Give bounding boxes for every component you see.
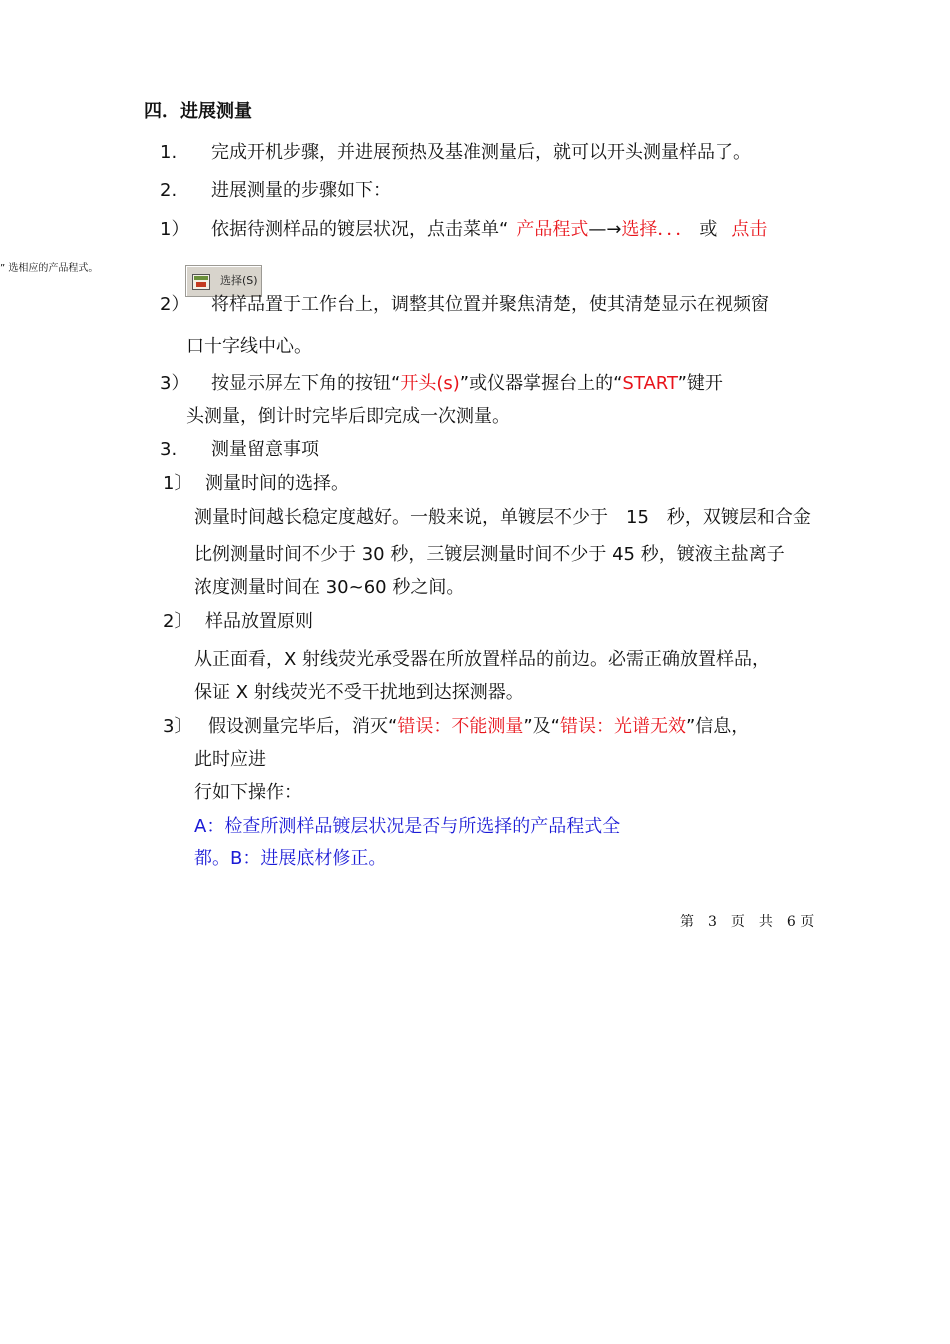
step-3-line-1 bbox=[211, 372, 723, 396]
note-1-number: 1〕 bbox=[163, 473, 193, 494]
menu-arrow: —→ bbox=[588, 219, 622, 240]
note-3-line-1 bbox=[208, 715, 749, 739]
item-3-text: 测量留意事项 bbox=[211, 439, 319, 460]
start-button-name: 开头(s) bbox=[400, 373, 460, 394]
step-3-text-c: ”键开 bbox=[677, 373, 723, 394]
note-2-line-1: 从正面看，X 射线荧光承受器在所放置样品的前边。必需正确放置样品， bbox=[194, 649, 771, 670]
error-spectrum-invalid: 错误：光谱无效 bbox=[559, 716, 686, 737]
note-1-line-3: 浓度测量时间在 30~60 秒之间。 bbox=[194, 577, 465, 598]
step-2-line-2: 口十字线中心。 bbox=[186, 336, 312, 357]
select-button-label: 选择(S) bbox=[220, 274, 258, 287]
step-1-overflow-text: ” 选相应的产品程式。 bbox=[0, 263, 99, 274]
note-3-text-a: 假设测量完毕后，消灭“ bbox=[208, 716, 398, 737]
step-3-text-a: 按显示屏左下角的按钮“ bbox=[211, 373, 401, 394]
step-3-text-b: ”或仪器掌握台上的“ bbox=[459, 373, 623, 394]
note-3-line-2: 此时应进 bbox=[194, 749, 266, 770]
error-cannot-measure: 错误：不能测量 bbox=[397, 716, 524, 737]
step-3-number: 3） bbox=[160, 373, 190, 394]
section-heading: 四．进展测量 bbox=[144, 101, 252, 122]
step-1-or: 或 bbox=[699, 219, 718, 240]
program-icon bbox=[192, 274, 210, 290]
item-2-number: 2. bbox=[160, 180, 178, 201]
note-1-title: 测量时间的选择。 bbox=[205, 473, 349, 494]
note-3-line-5: 都。B：进展底材修正。 bbox=[194, 848, 387, 869]
note-1-line-1: 测量时间越长稳定度越好。一般来说，单镀层不少于 15 秒，双镀层和合金 bbox=[194, 507, 811, 528]
step-3-line-2: 头测量，倒计时完毕后即完成一次测量。 bbox=[186, 406, 510, 427]
note-3-line-4: A：检查所测样品镀层状况是否与所选择的产品程式全 bbox=[194, 816, 621, 837]
item-3-number: 3. bbox=[160, 439, 178, 460]
step-1-line bbox=[211, 218, 767, 242]
step-1-click: 点击 bbox=[731, 219, 768, 240]
start-key-name: START bbox=[622, 373, 678, 394]
note-2-title: 样品放置原则 bbox=[205, 611, 313, 632]
note-2-line-2: 保证 X 射线荧光不受干扰地到达探测器。 bbox=[194, 682, 524, 703]
note-1-line-2: 比例测量时间不少于 30 秒，三镀层测量时间不少于 45 秒，镀液主盐离子 bbox=[194, 544, 785, 565]
page-footer: 第 3 页 共 6 页 bbox=[680, 914, 815, 930]
item-2-text: 进展测量的步骤如下： bbox=[211, 180, 391, 201]
note-2-number: 2〕 bbox=[163, 611, 193, 632]
note-3-text-b: ”及“ bbox=[523, 716, 560, 737]
note-3-line-3: 行如下操作： bbox=[194, 782, 302, 803]
step-1-number: 1） bbox=[160, 219, 190, 240]
step-2-line-1: 将样品置于工作台上，调整其位置并聚焦清楚，使其清楚显示在视频窗 bbox=[211, 294, 769, 315]
item-1-text: 完成开机步骤，并进展预热及基准测量后，就可以开头测量样品了。 bbox=[211, 142, 751, 163]
item-1-number: 1. bbox=[160, 142, 178, 163]
menu-product-program: 产品程式 bbox=[516, 219, 589, 240]
step-2-number: 2） bbox=[160, 294, 190, 315]
note-3-number: 3〕 bbox=[163, 716, 193, 737]
step-1-text: 依据待测样品的镀层状况，点击菜单“ bbox=[211, 219, 509, 240]
note-3-text-c: ”信息， bbox=[685, 716, 750, 737]
menu-select: 选择．．． bbox=[621, 219, 694, 240]
